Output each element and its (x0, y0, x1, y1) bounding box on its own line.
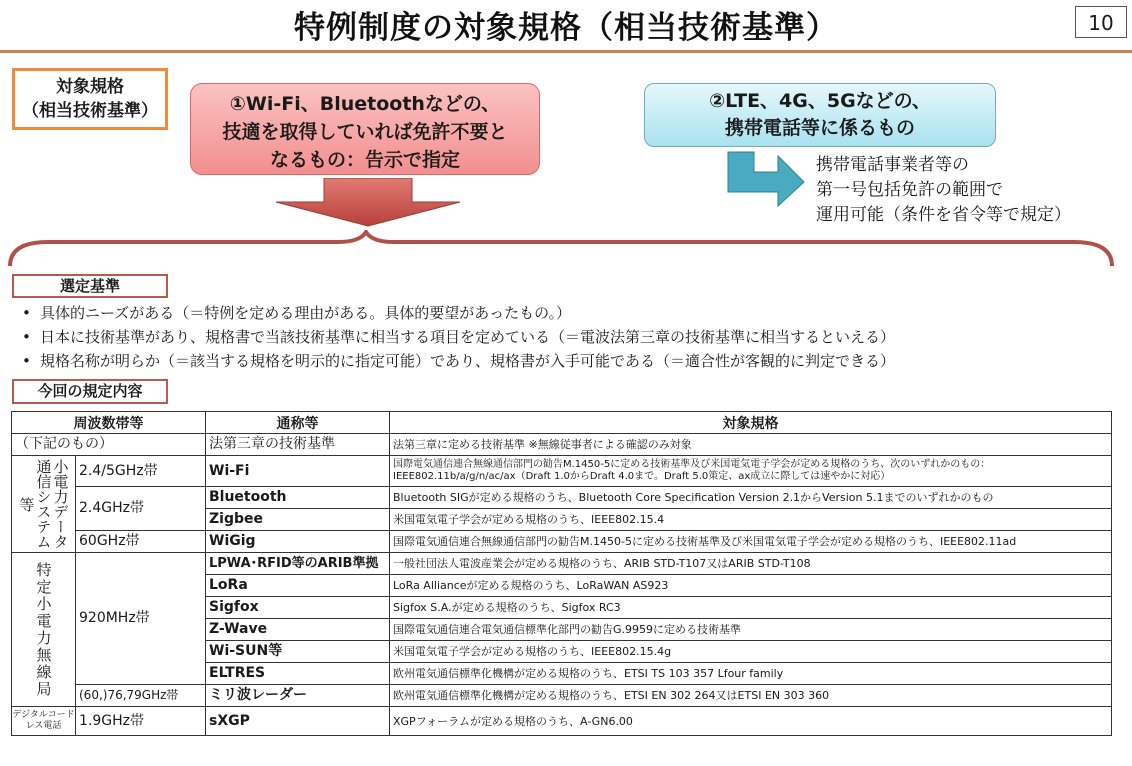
lte-note-line1: 携帯電話事業者等の (816, 155, 969, 175)
list-item: • 日本に技術基準があり、規格書で当該技術基準に相当する項目を定めている（＝電波法第三章の技術基準に相当するといえる） (22, 325, 895, 349)
name-cell: Wi-SUN等 (206, 641, 390, 663)
standard-cell: Sigfox S.A.が定める規格のうち、Sigfox RC3 (390, 597, 1112, 619)
lte-box-line1: ②LTE、4G、5Gなどの、 (709, 90, 931, 112)
band-cell: 2.4GHz帯 (76, 487, 206, 531)
group-specified-cell (12, 553, 76, 707)
name-cell: WiGig (206, 531, 390, 553)
title-divider (0, 50, 1132, 53)
name-cell: sXGP (206, 707, 390, 736)
table-row (12, 685, 1112, 707)
rules-label: 今回の規定内容 (12, 379, 168, 404)
table-row (12, 707, 1112, 736)
group-cordless-cell: デジタルコードレス電話 (12, 707, 76, 736)
standard-cell: 欧州電気通信標準化機構が定める規格のうち、ETSI EN 302 264又はETSI EN 303 360 (390, 685, 1112, 707)
standard-cell: Bluetooth SIGが定める規格のうち、Bluetooth Core Specification Version 2.1からVersion 5.1までのいずれかのもの (390, 487, 1112, 509)
table-row (12, 456, 1112, 487)
criteria-list (22, 301, 895, 373)
standard-cell: XGPフォーラムが定める規格のうち、A-GN6.00 (390, 707, 1112, 736)
wifi-box-line3: なるもの：告示で指定 (269, 149, 460, 171)
standard-cell: 国際電気通信連合電気通信標準化部門の勧告G.9959に定める技術基準 (390, 619, 1112, 641)
table-row (12, 553, 1112, 575)
name-cell: LPWA･RFID等のARIB準拠 (206, 553, 390, 575)
name-cell: ELTRES (206, 663, 390, 685)
group-small-data-cell: 小電力データ 通信システム 等 (12, 456, 76, 553)
table-header-row (12, 412, 1112, 434)
target-standards-label (12, 68, 168, 130)
page-number: 10 (1075, 6, 1127, 38)
name-cell: Bluetooth (206, 487, 390, 509)
table-row (12, 487, 1112, 509)
list-item: • 規格名称が明らか（＝該当する規格を明示的に指定可能）であり、規格書が入手可能である（＝適合性が客観的に判定できる） (22, 349, 895, 373)
standard-cell: 米国電気電子学会が定める規格のうち、IEEE802.15.4 (390, 509, 1112, 531)
name-cell: 法第三章の技術基準 (206, 434, 390, 456)
target-label-line2: （相当技術基準） (22, 101, 158, 121)
band-cell: 2.4/5GHz帯 (76, 456, 206, 487)
standard-cell: 法第三章に定める技術基準 ※無線従事者による確認のみ対象 (390, 434, 1112, 456)
standard-cell: 国際電気通信連合無線通信部門の勧告M.1450-5に定める技術基準及び米国電気電子学会が定める規格のうち、IEEE802.11ad (390, 531, 1112, 553)
table-row (12, 434, 1112, 456)
lte-note-line3: 運用可能（条件を省令等で規定） (816, 205, 1071, 225)
standard-cell: 国際電気通信連合無線通信部門の勧告M.1450-5に定める技術基準及び米国電気電子学会が定める規格のうち、次のいずれかのもの：IEEE802.11b/a/g/n/ac/ax（Draft 1.0からDraft 4.0まで。Draft 5.0策定、ax成立に際しては速やかに対応） (390, 456, 1112, 487)
band-cell: (60,)76,79GHz帯 (76, 685, 206, 707)
col-header-standard: 対象規格 (390, 412, 1112, 434)
standards-table (11, 411, 1112, 736)
brace-divider (8, 230, 1114, 270)
name-cell: Z-Wave (206, 619, 390, 641)
name-cell: LoRa (206, 575, 390, 597)
wifi-bluetooth-box (190, 83, 540, 175)
lte-note-line2: 第一号包括免許の範囲で (816, 180, 1003, 200)
wifi-box-line2: 技適を取得していれば免許不要と (222, 121, 508, 143)
name-cell: Sigfox (206, 597, 390, 619)
standard-cell: LoRa Allianceが定める規格のうち、LoRaWAN AS923 (390, 575, 1112, 597)
table-row (12, 531, 1112, 553)
standard-cell: 欧州電気通信標準化機構が定める規格のうち、ETSI TS 103 357 Lfour family (390, 663, 1112, 685)
name-cell: Wi-Fi (206, 456, 390, 487)
band-cell: 1.9GHz帯 (76, 707, 206, 736)
band-cell: 920MHz帯 (76, 553, 206, 685)
lte-4g-5g-box (644, 83, 996, 147)
target-label-line1: 対象規格 (56, 77, 124, 97)
col-header-band: 周波数帯等 (12, 412, 206, 434)
band-cell: 60GHz帯 (76, 531, 206, 553)
name-cell: Zigbee (206, 509, 390, 531)
group-specified-label: 特定小電力無線局 (34, 561, 53, 698)
page-title: 特例制度の対象規格（相当技術基準） (294, 10, 838, 46)
standard-cell: 一般社団法人電波産業会が定める規格のうち、ARIB STD-T107又はARIB STD-T108 (390, 553, 1112, 575)
name-cell: ミリ波レーダー (206, 685, 390, 707)
standard-cell: 米国電気電子学会が定める規格のうち、IEEE802.15.4g (390, 641, 1112, 663)
band-cell: （下記のもの） (12, 434, 206, 456)
col-header-name: 通称等 (206, 412, 390, 434)
down-arrow-icon (270, 178, 466, 228)
bent-arrow-icon (724, 150, 808, 210)
wifi-box-line1: ①Wi-Fi、Bluetoothなどの、 (229, 93, 501, 115)
list-item: • 具体的ニーズがある（＝特例を定める理由がある。具体的要望があったもの。） (22, 301, 895, 325)
selection-criteria-label: 選定基準 (12, 274, 168, 298)
lte-note (816, 153, 1071, 228)
lte-box-line2: 携帯電話等に係るもの (724, 117, 915, 139)
